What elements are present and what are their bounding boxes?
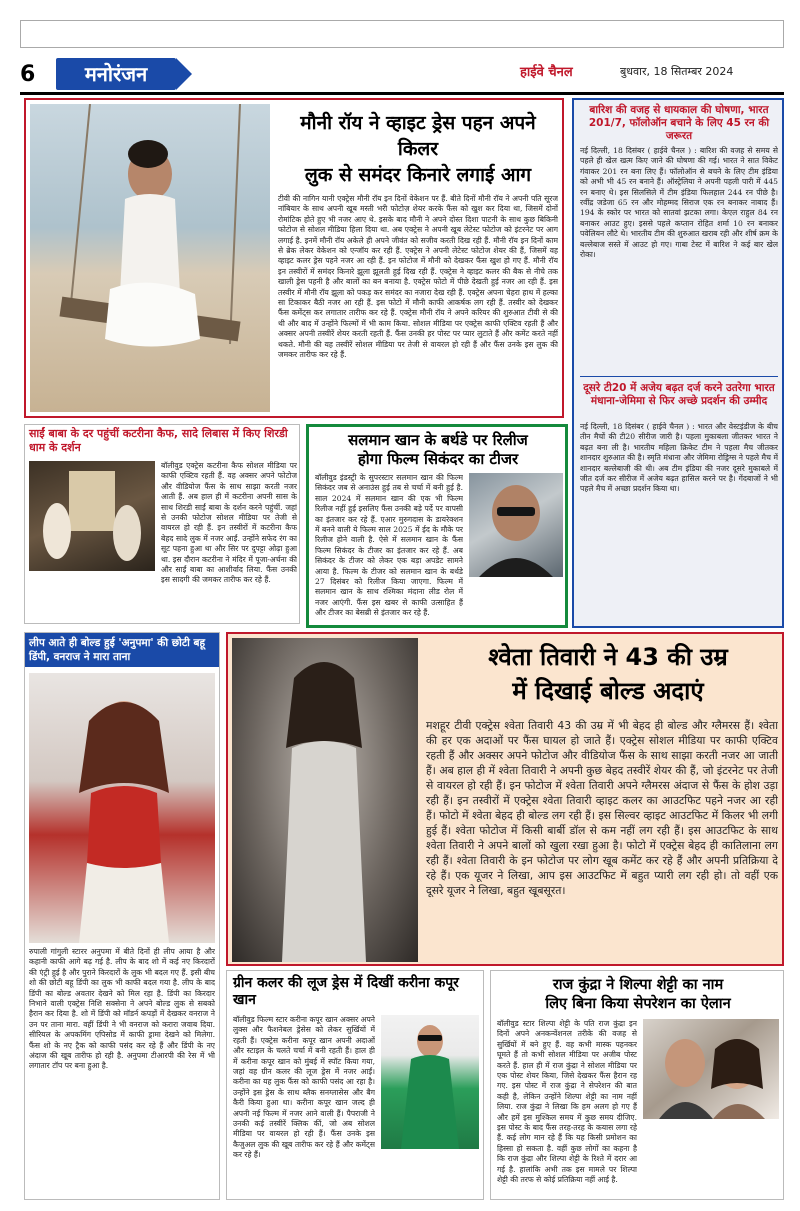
anupama-photo <box>29 673 215 943</box>
dimpy-portrait-image <box>29 673 215 943</box>
katrina-body: बॉलीवुड एक्ट्रेस कटरीना कैफ सोशल मीडिया पर काफी एक्टिव रहती हैं. वह अक्सर अपने फोटोज और वीडियोज फैंस के साथ साझा करती नजर आती हैं. अब हाल ही में कटरीना अपनी सास के साथ शिरडी साईं बाबा के दर्शन करने पहुंचीं. जहां से उनकी फोटोज सोशल मीडिया पर तेजी से वायरल हो रही हैं. इन तस्वीरों में कटरीना कैफ बेहद सादे लुक में नजर आईं. उन्होंने सफेद रंग का सूट पहना हुआ था और सिर पर दुपट्टा ओढ़ा हुआ था. इस दौरान कटरीना ने मंदिर में पूजा-अर्चना की और साईं बाबा का आशीर्वाद लिया. फैंस उनकी इस सादगी की जमकर तारीफ कर रहे हैं. <box>161 461 297 585</box>
salman-headline-line1: सलमान खान के बर्थडे पर रिलीज <box>348 431 528 449</box>
top-margin-strip <box>20 20 784 48</box>
lead-photo <box>30 104 270 412</box>
kareena-headline: ग्रीन कलर की लूज ड्रेस में दिखीं करीना कपूर खान <box>233 975 459 1008</box>
kareena-photo <box>381 1015 479 1149</box>
cricket-headline-2: दूसरे टी20 में अजेय बढ़त दर्ज करने उतरेगा भारत मंधाना-जेमिमा से फिर अच्छे प्रदर्शन की उम्मीद <box>583 382 775 407</box>
salman-headline-line2: होगा फिल्म सिकंदर का टीजर <box>357 450 519 468</box>
shweta-portrait-image <box>232 638 418 962</box>
katrina-photo <box>29 461 155 571</box>
salman-story <box>306 424 568 628</box>
shweta-headline-line1: श्वेता तिवारी ने 43 की उम्र <box>488 643 728 671</box>
cricket-body-1: नई दिल्ली, 18 दिसंबर ( हाईवे चैनल ) : बारिश की वजह से समय से पहले ही खेल खत्म किए जाने की घोषणा की गई। भारत ने सात विकेट गंवाकर 201 रन बना लिए हैं। फॉलोऑन से बचने के लिए टीम इंडिया को अभी भी 45 रन बनाने हैं। ऑस्ट्रेलिया ने अपनी पहली पारी में 445 रन बनाए थे। इस सिलसिले में टीम इंडिया फिलहाल 244 रन पीछे है। रवींद्र जडेजा 65 रन और मोहम्मद सिराज एक रन बनाकर नाबाद हैं। 194 के स्कोर पर भारत को सातवां झटका लगा। केएल राहुल 84 रन बनाकर आउट हुए। इससे पहले कप्तान रोहित शर्मा 10 रन बनाकर पवेलियन लौटे थे। भारतीय टीम की शुरुआत खराब रही और शीर्ष क्रम के बल्लेबाज सस्ते में आउट हो गए। गाबा टेस्ट में बारिश ने कई बार खेल रोका। <box>580 146 778 260</box>
right-column <box>572 98 784 628</box>
salman-photo <box>469 473 563 577</box>
section-label: मनोरंजन <box>56 58 176 90</box>
raj-body-left: बॉलीवुड स्टार शिल्पा शेट्टी के पति राज कुंद्रा इन दिनों अपने अनकन्वेंशनल तरीके की वजह से सुर्खियों में बने हुए हैं. वह कभी मास्क पहनकर घूमते हैं तो कभी सोशल मीडिया पर अजीब पोस्ट करते हैं. हाल ही में राज कुंद्रा ने सोशल मीडिया पर एक पोस्ट शेयर किया, जिसे देखकर फैंस हैरान रह गए. इस पोस्ट में राज कुंद्रा ने सेपरेशन की बात कही है, लेकिन उन्होंने शिल्पा शेट्टी का नाम नहीं लिया. राज कुंद्रा ने लिखा कि हम अलग हो गए हैं और हमें इस मुश्किल समय में कुछ समय दीजिए. इस पोस्ट के बाद फैंस तरह-तरह के कयास लगा रहे हैं. कई लोग मान रहे हैं कि यह किसी प्रमोशन का हिस्सा हो सकता है. वहीं कुछ लोगों का कहना है कि राज कुंद्रा और शिल्पा शेट्टी के रिश्ते में दरार आ गई है. हालांकि अभी तक इस मामले पर शिल्पा शेट्टी की तरफ से कोई प्रतिक्रिया नहीं आई है. <box>497 1019 637 1185</box>
shweta-headline-line2: में दिखाई बोल्ड अदाएं <box>512 677 704 705</box>
anupama-headline: लीप आते ही बोल्ड हुई 'अनुपमा' की छोटी बहू डिंपी, वनराज ने मारा ताना <box>25 633 219 667</box>
shweta-body: मशहूर टीवी एक्ट्रेस श्वेता तिवारी 43 की उम्र में भी बेहद ही बोल्ड और ग्लैमरस हैं। श्वेता की हर एक अदाओं पर फैंस घायल हो जाते हैं। एक्ट्रेस सोशल मीडिया पर काफी एक्टिव रहती हैं और अक्सर अपने फोटोज और वीडियोज फैंस के साथ साझा करती नजर आ जाती हैं। अब हाल ही में श्वेता तिवारी ने अपनी कुछ बेहद तस्वीरें शेयर की हैं, जो इंटरनेट पर तेजी से वायरल हो रही हैं। इन फोटोज में श्वेता तिवारी अपने ग्लैमरस अंदाज से फैंस के होश उड़ा रही हैं। इन तस्वीरों में एक्ट्रेस श्वेता तिवारी व्हाइट कलर का आउटफिट पहने नजर आ रही हैं। फोटो में श्वेता बेहद ही बोल्ड लग रही हैं। इस सिल्वर व्हाइट आउटफिट में किलर भी लगी हुई हैं। श्वेता फोटोज में किसी बार्बी डॉल से कम नहीं लग रही हैं। इस आउटफिट के साथ श्वेता तिवारी ने अपने बालों को खुला रखा हुआ है। फोटो में एक्ट्रेस बेहद ही कातिलाना लग रही हैं। श्वेता तिवारी के इन फोटोज पर लोग खूब कमेंट कर रहे हैं और अपनी प्रतिक्रिया दे रहे हैं। एक यूजर ने लिखा, आप इस आउटफिट में बहुत प्यारी लग रही हो। तो वहीं एक दूसरे यूजर ने लिखा, बहुत खूबसूरत। <box>426 719 778 897</box>
kareena-portrait-image <box>381 1015 479 1149</box>
katrina-headline: साईं बाबा के दर पहुंचीं कटरीना कैफ, सादे लिबास में किए शिरडी धाम के दर्शन <box>29 427 288 454</box>
raj-headline-line2: लिए बिना किया सेपरेशन का ऐलान <box>545 995 731 1012</box>
lead-headline-line2: लुक से समंदर किनारे लगाई आग <box>304 164 532 186</box>
publication-title: हाईवे चैनल <box>520 65 573 80</box>
anupama-body: रुपाली गांगुली स्टारर अनुपमा में बीते दिनों ही लीप आया है और कहानी काफी आगे बढ़ गई है. लीप के बाद शो में कई नए किरदारों की एंट्री हुई है और पुराने किरदारों के लुक भी बदल गए हैं. इसी बीच शो की छोटी बहू डिंपी का लुक भी काफी बदल गया है. लीप के बाद डिंपी का बोल्ड अवतार देखने को मिल रहा है. डिंपी का किरदार निभाने वाली एक्ट्रेस निशि सक्सेना ने अपने बोल्ड लुक से सबको हैरान कर दिया है. शो में डिंपी को मॉडर्न कपड़ों में देखकर वनराज ने उन पर ताना मारा. वहीं डिंपी ने भी वनराज को करारा जवाब दिया. सीरियल के अपकमिंग एपिसोड में काफी ड्रामा देखने को मिलेगा. फैंस शो के नए ट्रैक को काफी पसंद कर रहे हैं और डिंपी के नए अंदाज की खूब तारीफ हो रही है. अनुपमा टीआरपी की रेस में भी लगातार टॉप पर बना हुआ है. <box>29 947 215 1071</box>
publication-name <box>520 62 573 80</box>
lead-story <box>24 98 564 418</box>
raj-story <box>490 970 784 1200</box>
kareena-body: बॉलीवुड फिल्म स्टार करीना कपूर खान अक्सर अपने लुक्स और फैशनेबल ड्रेसेस को लेकर सुर्खियों में रहती हैं। एक्ट्रेस करीना कपूर खान अपनी अदाओं और स्टाइल के चलते चर्चा में बनी रहती हैं। हाल ही में करीना कपूर खान को मुंबई में स्पॉट किया गया, जहां वह ग्रीन कलर की लूज ड्रेस में नजर आईं। करीना का यह लुक फैंस को काफी पसंद आ रहा है। उन्होंने इस ड्रेस के साथ ब्लैक सनग्लासेस और बैग कैरी किया हुआ था। करीना कपूर खान जल्द ही अपनी नई फिल्म में नजर आने वाली हैं। पैपराजी ने उनकी कई तस्वीरें क्लिक कीं, जो अब सोशल मीडिया पर वायरल हो रही हैं। फैंस उनके इस कैजुअल लुक की खूब तारीफ कर रहे हैं और कमेंट्स कर रहे हैं। <box>233 1015 375 1160</box>
lead-headline <box>278 110 558 188</box>
temple-visit-image <box>29 461 155 571</box>
salman-headline <box>313 431 563 469</box>
raj-photo <box>643 1019 779 1119</box>
salman-portrait-image <box>469 473 563 577</box>
couple-portrait-image <box>643 1019 779 1119</box>
date-line: बुधवार, 18 सितम्बर 2024 <box>620 65 734 78</box>
lead-body: टीवी की नागिन यानी एक्ट्रेस मौनी रॉय इन दिनों वेकेशन पर हैं. बीते दिनों मौनी रॉय ने अपनी पति सूरज नांबियार के साथ अपनी खूब मस्ती भरी फोटोज़ शेयर करके फैंस को खुश कर दिया था, जिसमें दोनों रोमांटिक होते हुए भी नजर आए थे. इसके बाद मौनी ने अपने दोस्त दिशा पाटनी के साथ कुछ बिकिनी फोटोज से सोशल मीडिया हिला दिया था. अब एक्ट्रेस ने अपनी खूब लेटेस्ट फोटोज को इंटरनेट पर आग लगाई है. इनमें मौनी रॉय अकेले ही अपने जीवंत को सजीव करती दिख रही हैं. मौनी रॉय इन दिनों काम से ब्रेक लेकर वेकेशन को एन्जॉय कर रही हैं. एक्ट्रेस ने अपनी लेटेस्ट फोटोज शेयर की हैं, जिसमें वह व्हाइट कलर ड्रेस पहने नजर आ रही हैं. इन फोटोज में मौनी को देखकर फैंस खुश हो गए हैं. मौनी रॉय इन तस्वीरों में समंदर किनारे झूला झूलती हुई दिख रही हैं. एक्ट्रेस ने व्हाइट कलर की बैक से नीचे तक खाली ड्रेस पहनी है और बालों का बन बनाया है. एक्ट्रेस फोटो में पीछे देखती हुई नजर आ रही हैं. इस तस्वीर में मौनी रॉय झूला को पकड़ कर समंदर का नजारा देख रही हैं. एक्ट्रेस अपना चेहरा हाथ में हल्का सा टिकाकर बैठी नजर आ रही हैं. इस फोटो में मौनी काफी आकर्षक लग रही हैं. तस्वीर को देखकर फैंस कमेंट्स कर लगातार तारीफ कर रहे हैं. एक्ट्रेस मौनी रॉय ने अपने करियर की शुरुआत टीवी से की थी और बाद में उन्होंने फिल्मों में भी काम किया. सोशल मीडिया पर एक्ट्रेस काफी एक्टिव रहती हैं और अक्सर अपनी तस्वीरें शेयर करती रहती हैं. फैंस उनकी हर पोस्ट पर प्यार लुटाते हैं और कमेंट करते नहीं थकते. मौनी की यह तस्वीरें सोशल मीडिया पर तेजी से वायरल हो रही हैं और फैंस उनके इस लुक की जमकर तारीफ कर रहे हैं. <box>278 194 558 360</box>
anupama-story <box>24 632 220 1200</box>
swing-figure-image <box>30 104 270 412</box>
shweta-headline <box>448 640 768 708</box>
shweta-photo <box>232 638 418 962</box>
lead-headline-line1: मौनी रॉय ने व्हाइट ड्रेस पहन अपने किलर <box>300 112 536 160</box>
katrina-story <box>24 424 300 624</box>
shweta-story <box>226 632 784 966</box>
page-number: 6 <box>20 62 36 87</box>
right-divider <box>580 376 778 377</box>
newspaper-page <box>20 20 784 1200</box>
header-rule <box>20 92 784 95</box>
page-header <box>20 56 784 96</box>
cricket-body-2: नई दिल्ली, 18 दिसंबर ( हाईवे चैनल ) : भारत और वेस्टइंडीज के बीच तीन मैचों की टी20 सीरीज जारी है। पहला मुकाबला जीतकर भारत ने बढ़त बना ली है। भारतीय महिला क्रिकेट टीम ने पहला मैच जीतकर शानदार शुरुआत की है। स्मृति मंधाना और जेमिमा रोड्रिग्स ने पहले मैच में शानदार बल्लेबाजी की थी। अब टीम इंडिया की नजर दूसरे मुकाबले में जीत दर्ज कर सीरीज में अजेय बढ़त हासिल करने पर है। गेंदबाजों ने भी पहले मैच में अच्छा प्रदर्शन किया था। <box>580 422 778 494</box>
kareena-story <box>226 970 484 1200</box>
raj-headline-line1: राज कुंद्रा ने शिल्पा शेट्टी का नाम <box>552 976 724 993</box>
raj-headline <box>495 975 781 1013</box>
salman-body: बॉलीवुड इंडस्ट्री के सुपरस्टार सलमान खान की फिल्म सिकंदर जब से अनाउंस हुई तब से चर्चा में बनी हुई है. साल 2024 में सलमान खान की एक भी फिल्म रिलीज नहीं हुई इसलिए फैंस उनकी बड़े पर्दे पर वापसी का इंतजार कर रहे हैं. एआर मुरुगदास के डायरेक्शन में बनने वाली ये फिल्म साल 2025 में ईद के मौके पर रिलीज होने वाली है. ऐसे में सलमान खान के फैंस फिल्म सिकंदर के टीजर का इंतजार कर रहे हैं. अब सिकंदर के टीजर को लेकर एक बड़ा अपडेट सामने आया है. फिल्म के टीजर को सलमान खान के बर्थडे 27 दिसंबर को रिलीज किया जाएगा. फिल्म में सलमान खान के साथ रश्मिका मंदाना लीड रोल में नजर आएंगी. फैंस इस खबर से काफी उत्साहित हैं और टीजर का बेसब्री से इंतजार कर रहे हैं. <box>315 473 463 618</box>
cricket-headline-1: बारिश की वजह से धायकाल की घोषणा, भारत 201/7, फॉलोऑन बचाने के लिए 45 रन की जरूरत <box>588 104 770 142</box>
